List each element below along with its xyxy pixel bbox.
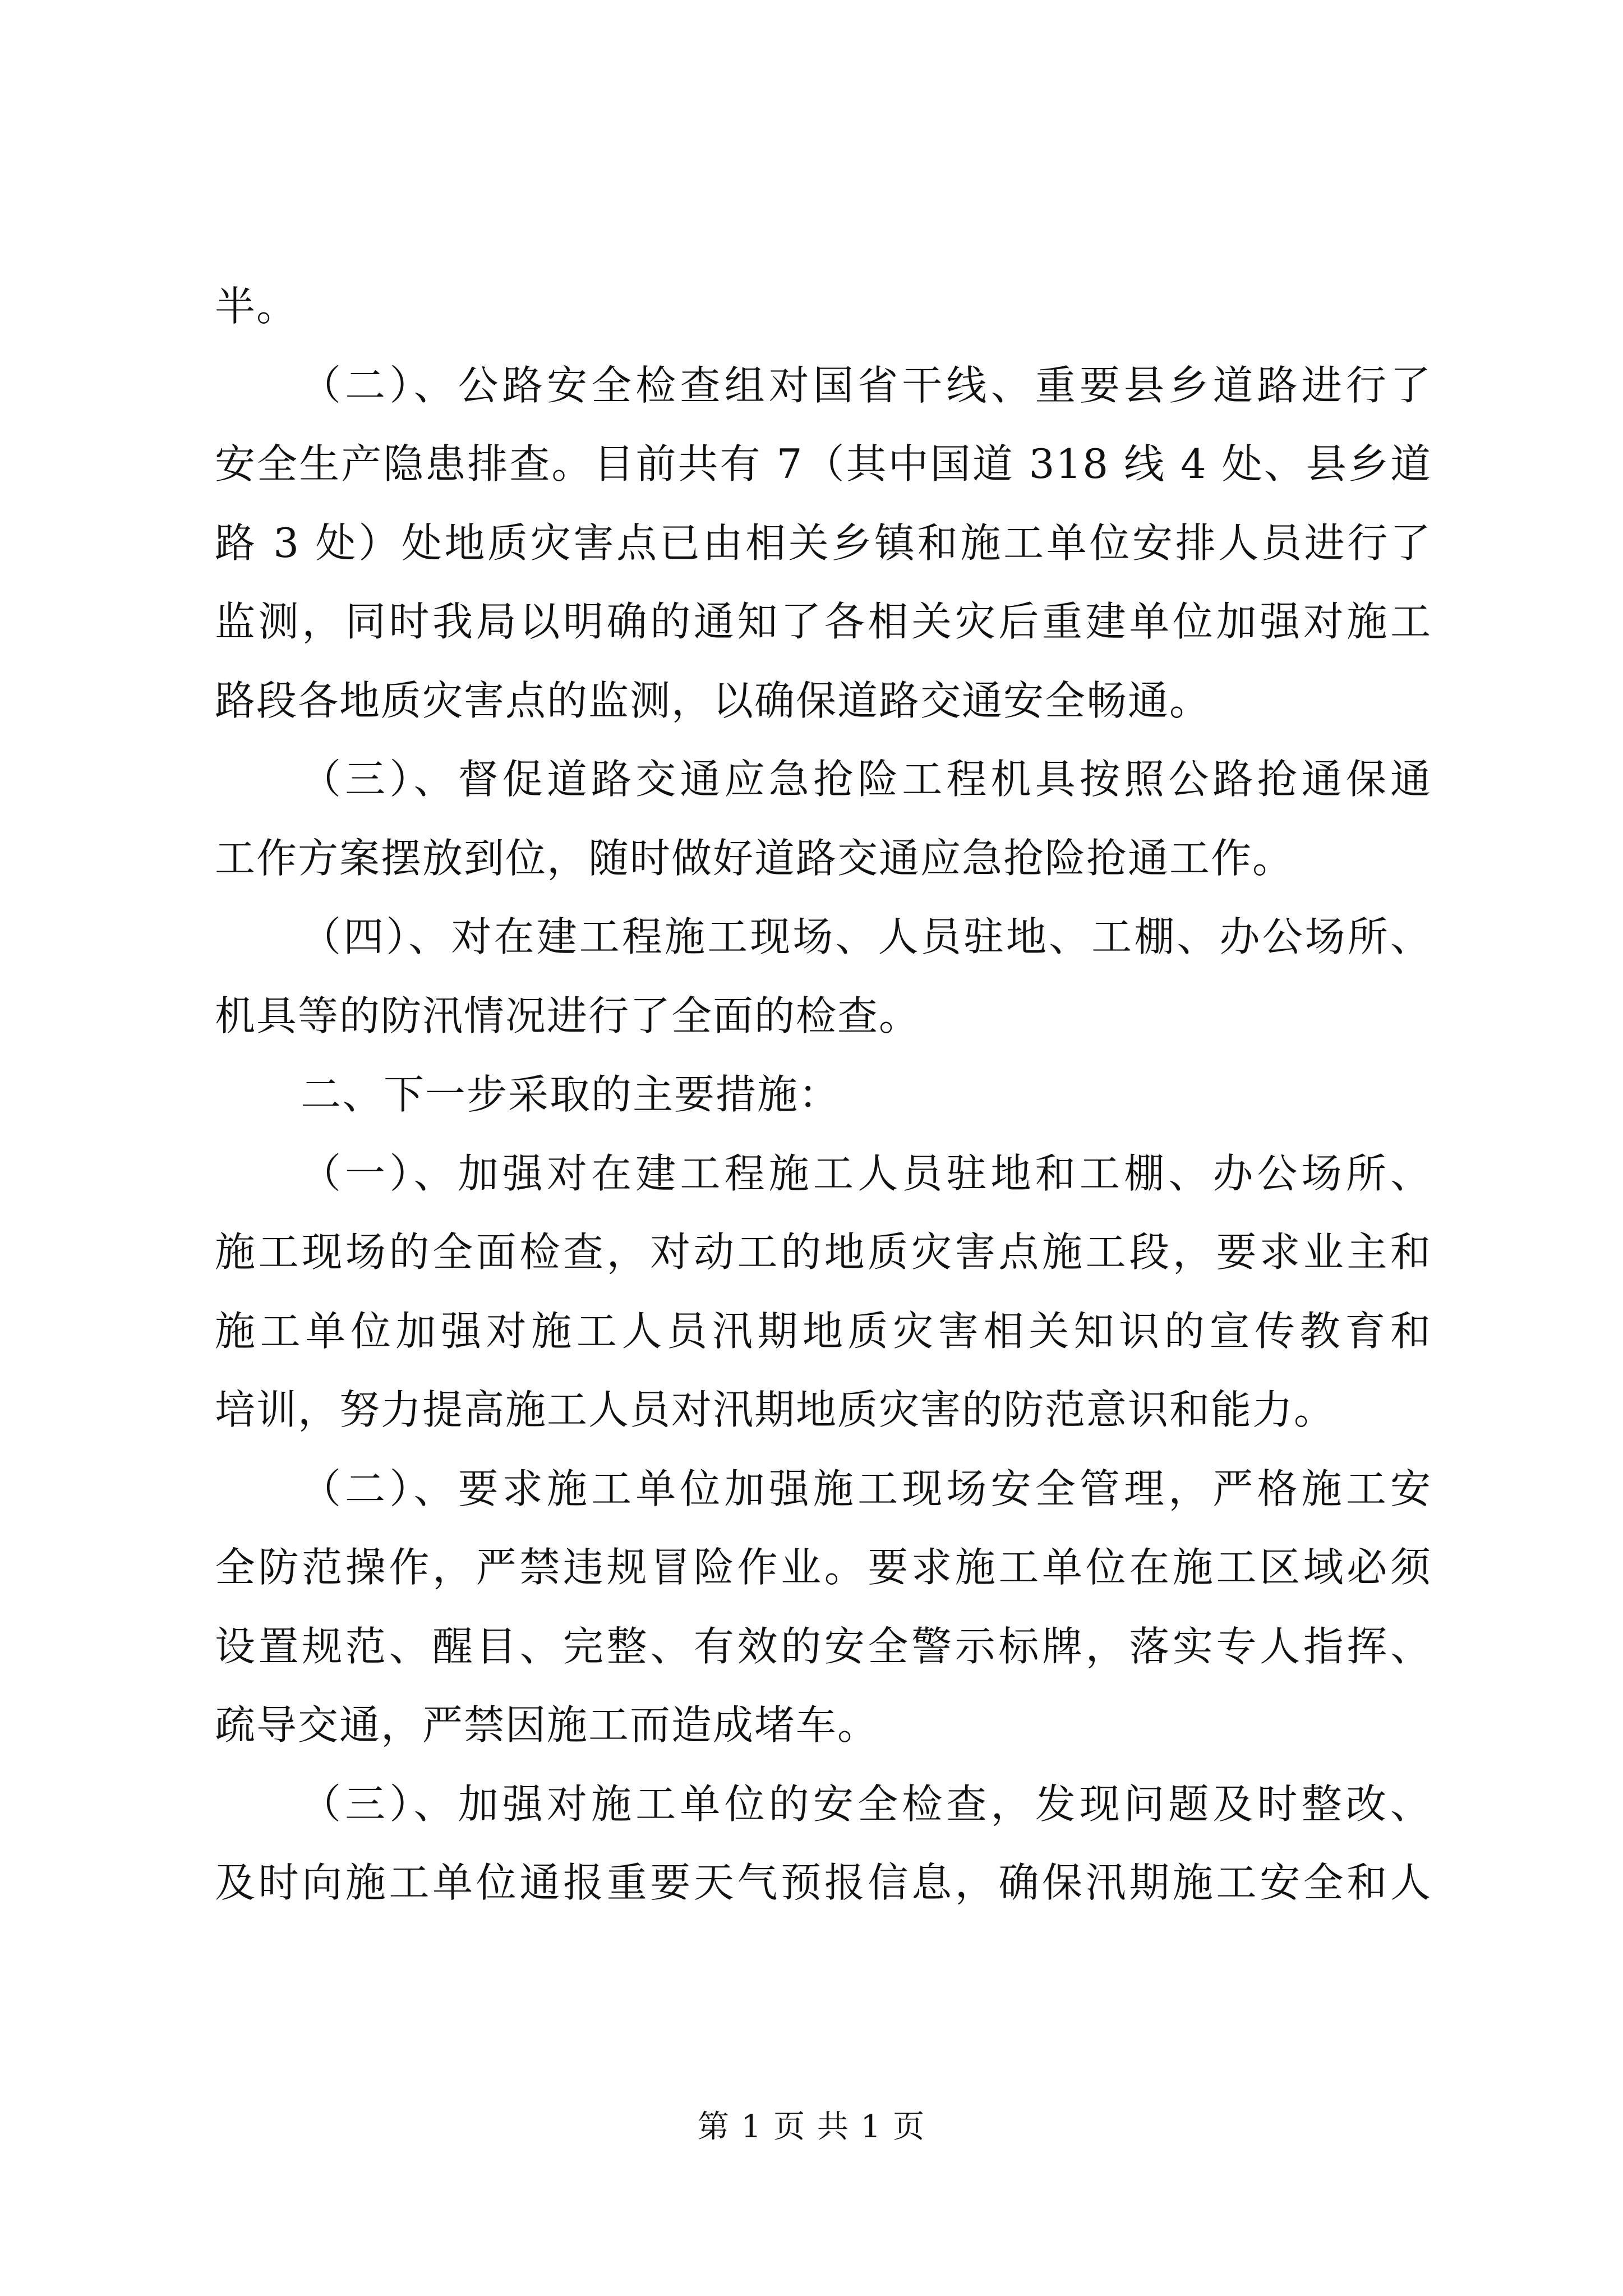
text-line: （二）、公路安全检查组对国省干线、重要县乡道路进行了 [301,361,1432,409]
text-line: 设置规范、醒目、完整、有效的安全警示标牌，落实专人指挥、 [215,1622,1432,1670]
text-line: 疏导交通，严禁因施工而造成堵车。 [215,1701,879,1749]
text-line: 培训，努力提高施工人员对汛期地质灾害的防范意识和能力。 [215,1386,1336,1433]
text-line: （三）、督促道路交通应急抢险工程机具按照公路抢通保通 [301,756,1432,803]
text-line: （二）、要求施工单位加强施工现场安全管理，严格施工安 [301,1465,1432,1512]
text-line: 全防范操作，严禁违规冒险作业。要求施工单位在施工区域必须 [215,1544,1432,1591]
text-line: 机具等的防汛情况进行了全面的检查。 [215,992,921,1039]
text-line: 监测，同时我局以明确的通知了各相关灾后重建单位加强对施工 [215,598,1432,645]
text-line: 安全生产隐患排查。目前共有 7（其中国道 318 线 4 处、县乡道 [215,440,1432,487]
document-body [215,267,1432,1922]
text-line: （一）、加强对在建工程施工人员驻地和工棚、办公场所、 [301,1149,1432,1197]
text-line: 施工单位加强对施工人员汛期地质灾害相关知识的宣传教育和 [215,1307,1432,1355]
text-line: 路 3 处）处地质灾害点已由相关乡镇和施工单位安排人员进行了 [215,519,1432,567]
text-line: 半。 [215,283,298,330]
text-line: 路段各地质灾害点的监测，以确保道路交通安全畅通。 [215,677,1211,724]
page-number: 第 1 页 共 1 页 [697,2109,926,2145]
text-line: 工作方案摆放到位，随时做好道路交通应急抢险抢通工作。 [215,834,1294,882]
text-line: （四）、对在建工程施工现场、人员驻地、工棚、办公场所、 [301,913,1432,960]
section-heading: 二、下一步采取的主要措施： [301,1071,841,1118]
text-line: （三）、加强对施工单位的安全检查，发现问题及时整改、 [301,1780,1432,1828]
text-line: 及时向施工单位通报重要天气预报信息，确保汛期施工安全和人 [215,1859,1432,1906]
page-footer [0,2105,1623,2150]
text-line: 施工现场的全面检查，对动工的地质灾害点施工段，要求业主和 [215,1228,1432,1276]
